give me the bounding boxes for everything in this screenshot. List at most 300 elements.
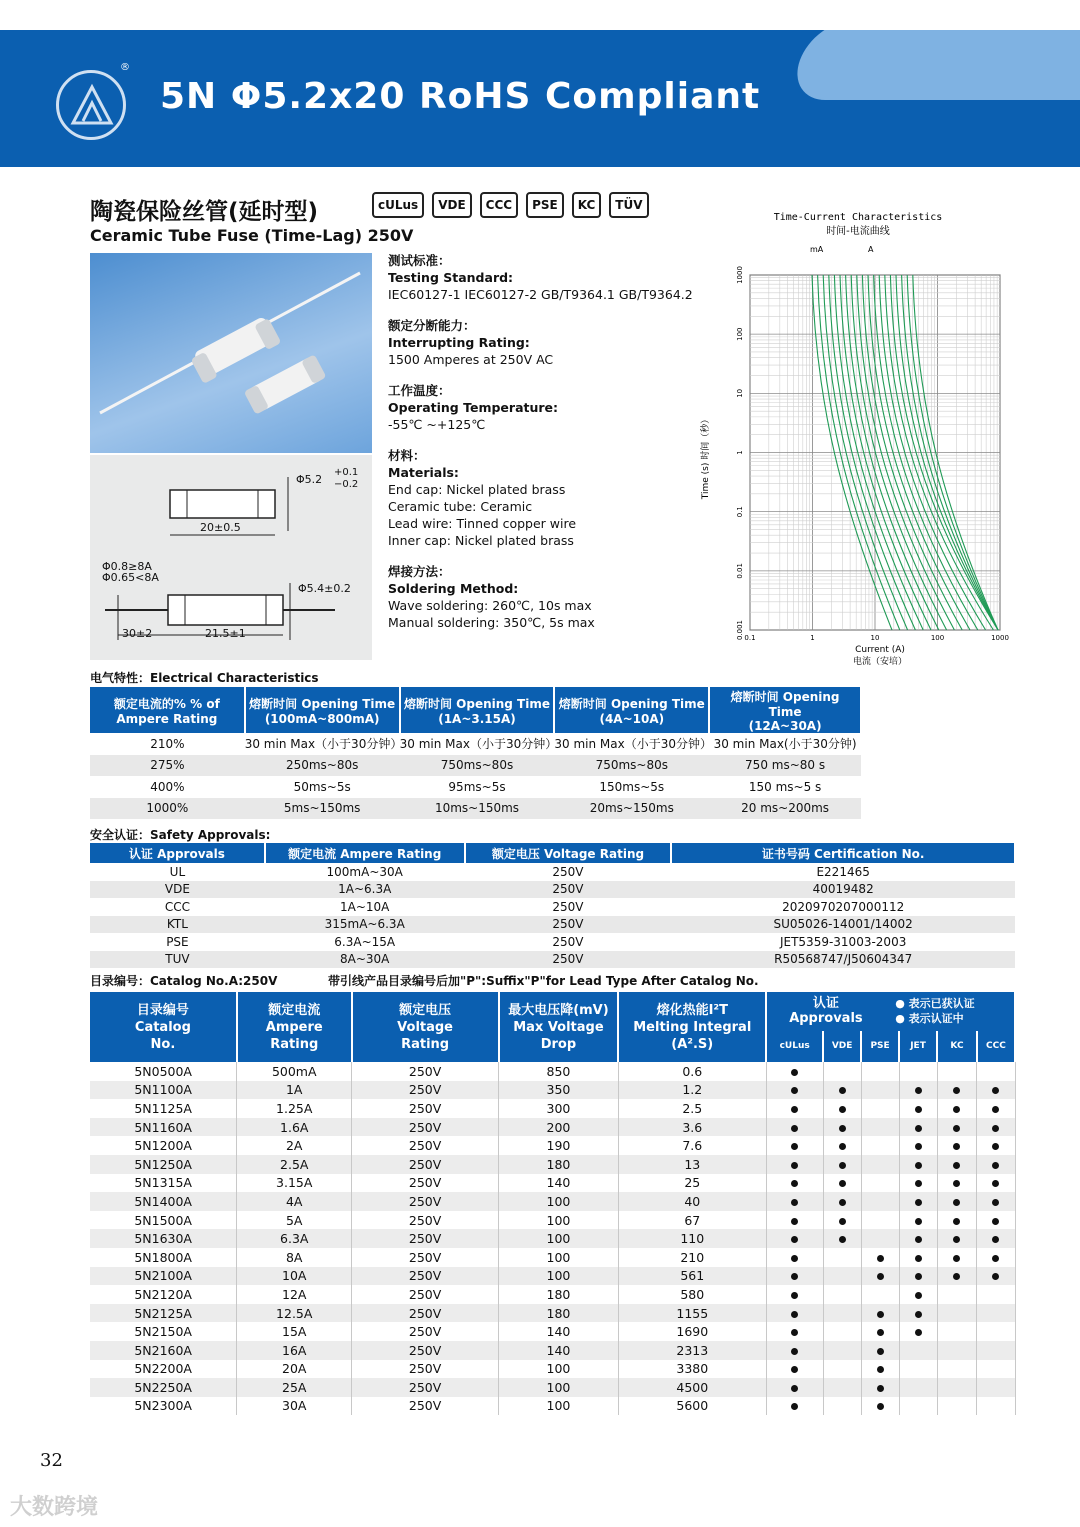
table-cell: 275%: [90, 755, 245, 777]
approval-cell: [861, 1248, 899, 1267]
approved-dot: [953, 1255, 960, 1262]
approval-cell: [861, 1267, 899, 1286]
approval-cell: [977, 1192, 1015, 1211]
approved-dot: [992, 1273, 999, 1280]
approved-dot: [839, 1143, 846, 1150]
table-cell: 250V: [552, 934, 584, 949]
table-row: [90, 1397, 1015, 1416]
chart-title-cn: 时间-电流曲线: [826, 226, 890, 237]
approval-icon-kc: KC: [937, 1031, 977, 1062]
approval-cell: [937, 1081, 977, 1100]
table-cell: 140: [499, 1322, 619, 1341]
approved-dot: [915, 1292, 922, 1299]
table-cell: 5N1200A: [90, 1136, 237, 1155]
approval-icon-pse: PSE: [861, 1031, 899, 1062]
approval-cell: [899, 1360, 937, 1379]
table-cell: CCC: [164, 899, 190, 914]
table-cell: 1.6A: [237, 1118, 352, 1137]
approval-cell: [937, 1285, 977, 1304]
solder-en: Soldering Method:: [388, 581, 519, 596]
col-melting: 熔化热能I²T Melting Integral (A².S): [618, 992, 766, 1062]
table-row: [90, 1099, 1015, 1118]
table-cell: 200: [499, 1118, 619, 1137]
approved-dot: [791, 1162, 798, 1169]
approval-cell: [977, 1099, 1015, 1118]
table-row: [90, 1118, 1015, 1137]
table-cell: 5A: [237, 1211, 352, 1230]
table-cell: KTL: [90, 916, 265, 934]
table-cell: 500mA: [237, 1062, 352, 1081]
table-cell: 250V: [465, 916, 672, 934]
approved-dot: [915, 1236, 922, 1243]
table-cell: 1690: [618, 1322, 766, 1341]
approved-dot: [791, 1403, 798, 1410]
table-cell: 20ms~150ms: [554, 798, 709, 820]
table-cell: 6.3A~15A: [334, 934, 396, 949]
time-current-chart: [690, 205, 1020, 670]
product-title-en: Ceramic Tube Fuse (Time-Lag) 250V: [90, 226, 414, 245]
approval-cell: [937, 1192, 977, 1211]
approved-dot: [839, 1106, 846, 1113]
chart-xlabel-cn: 电流（安培）: [852, 657, 908, 667]
table-cell: SU05026-14001/14002: [671, 916, 1015, 934]
table-cell: 250V: [465, 881, 672, 899]
table-cell: 30 min Max(小于30分钟): [713, 737, 857, 752]
table-cell: 250V: [352, 1322, 499, 1341]
approval-cell: [823, 1118, 861, 1137]
table-cell: 750ms~80s: [400, 755, 555, 777]
approved-dot: [877, 1385, 884, 1392]
approval-cell: [766, 1322, 823, 1341]
approval-cell: [861, 1304, 899, 1323]
solder-1: Wave soldering: 260℃, 10s max: [388, 598, 592, 613]
approved-dot: [791, 1329, 798, 1336]
material-1: End cap: Nickel plated brass: [388, 482, 566, 497]
safety-header-3: 证书号码 Certification No.: [671, 843, 1015, 863]
table-cell: 250V: [352, 1304, 499, 1323]
table-cell: 250V: [552, 864, 584, 879]
approval-cell: [977, 1397, 1015, 1416]
table-cell: 5N2250A: [90, 1378, 237, 1397]
approved-dot: [839, 1125, 846, 1132]
safety-label: 安全认证：Safety Approvals:: [90, 828, 271, 842]
approval-cell: [823, 1136, 861, 1155]
table-cell: 250V: [352, 1062, 499, 1081]
cert-logo-kc: KC: [572, 192, 602, 218]
approved-dot: [877, 1403, 884, 1410]
product-title-cn: 陶瓷保险丝管(延时型): [90, 199, 319, 225]
approved-dot: [953, 1273, 960, 1280]
legend-certified: ● 表示已获认证: [895, 997, 975, 1010]
col-approvals: 认证 Approvals ● 表示已获认证 ● 表示认证中: [766, 992, 1015, 1031]
approval-cell: [977, 1304, 1015, 1323]
approval-cell: [861, 1360, 899, 1379]
approval-cell: [823, 1322, 861, 1341]
approved-dot: [953, 1199, 960, 1206]
table-cell: 100: [499, 1248, 619, 1267]
approval-icon-culus: cULus: [766, 1031, 823, 1062]
approval-cell: [899, 1248, 937, 1267]
table-cell: 3380: [618, 1360, 766, 1379]
approval-cell: [823, 1192, 861, 1211]
approval-cell: [823, 1341, 861, 1360]
table-cell: 100: [499, 1360, 619, 1379]
electrical-label: 电气特性：Electrical Characteristics: [90, 671, 319, 685]
approval-cell: [766, 1397, 823, 1416]
registered-mark: ®: [120, 62, 130, 73]
solder-2: Manual soldering: 350℃, 5s max: [388, 615, 595, 630]
table-cell: 140: [499, 1174, 619, 1193]
approved-dot: [877, 1348, 884, 1355]
approval-cell: [937, 1397, 977, 1416]
approval-cell: [861, 1118, 899, 1137]
table-cell: 150 ms~5 s: [748, 779, 822, 794]
interrupt-en: Interrupting Rating:: [388, 335, 530, 350]
table-cell: 7.6: [618, 1136, 766, 1155]
approved-dot: [791, 1106, 798, 1113]
table-row: [90, 1267, 1015, 1286]
approval-cell: [861, 1229, 899, 1248]
table-cell: JET5359-31003-2003: [779, 934, 907, 949]
interrupt-cn: 额定分断能力：: [388, 318, 476, 333]
col-ampere: 额定电流 Ampere Rating: [237, 992, 352, 1062]
approval-cell: [977, 1174, 1015, 1193]
col-catalog: 目录编号 Catalog No.: [90, 992, 237, 1062]
approved-dot: [953, 1125, 960, 1132]
testing-value: IEC60127-1 IEC60127-2 GB/T9364.1 GB/T9364.2: [388, 287, 693, 302]
cert-logo-ccc: CCC: [480, 192, 518, 218]
dim-body-dia: Φ5.2: [296, 473, 323, 486]
approval-cell: [823, 1081, 861, 1100]
elec-header-2: 熔断时间 Opening Time (1A~3.15A): [400, 687, 555, 733]
safety-header-2: 额定电压 Voltage Rating: [465, 843, 672, 863]
chart-x-tick: 100: [930, 634, 945, 642]
watermark: 大数跨境: [10, 1495, 99, 1520]
dim-wire-b: Φ0.65<8A: [102, 571, 159, 584]
approval-cell: [937, 1118, 977, 1137]
approval-cell: [861, 1081, 899, 1100]
table-cell: 67: [618, 1211, 766, 1230]
table-row: [90, 1229, 1015, 1248]
approved-dot: [877, 1255, 884, 1262]
table-cell: 5N1250A: [90, 1155, 237, 1174]
table-row: [90, 755, 861, 777]
table-cell: 750ms~80s: [554, 755, 709, 777]
table-cell: 250V: [352, 1118, 499, 1137]
approval-cell: [899, 1118, 937, 1137]
approval-cell: [899, 1081, 937, 1100]
safety-header-1: 额定电流 Ampere Rating: [265, 843, 465, 863]
safety-table: [90, 843, 1016, 968]
table-cell: 5N2120A: [90, 1285, 237, 1304]
table-row: [90, 1192, 1015, 1211]
table-row: [90, 1341, 1015, 1360]
product-photo: [90, 253, 372, 453]
approval-cell: [823, 1155, 861, 1174]
table-cell: 180: [499, 1285, 619, 1304]
table-cell: 250V: [352, 1285, 499, 1304]
approval-cell: [823, 1062, 861, 1081]
chart-y-tick: 0.01: [736, 563, 744, 579]
table-cell: 190: [499, 1136, 619, 1155]
approval-cell: [977, 1285, 1015, 1304]
table-cell: 8A~30A: [265, 951, 465, 969]
table-cell: 2313: [618, 1341, 766, 1360]
approval-cell: [937, 1062, 977, 1081]
chart-y-tick: 10: [736, 388, 744, 398]
approval-cell: [937, 1360, 977, 1379]
approval-cell: [937, 1341, 977, 1360]
table-cell: 250V: [352, 1341, 499, 1360]
table-cell: 110: [618, 1229, 766, 1248]
approval-cell: [937, 1378, 977, 1397]
table-cell: VDE: [90, 881, 265, 899]
table-cell: 8A: [237, 1248, 352, 1267]
approved-dot: [992, 1143, 999, 1150]
approved-dot: [877, 1366, 884, 1373]
table-cell: 5N1125A: [90, 1099, 237, 1118]
table-cell: 15A: [237, 1322, 352, 1341]
approved-dot: [877, 1311, 884, 1318]
table-cell: 5N1315A: [90, 1174, 237, 1193]
approval-cell: [937, 1248, 977, 1267]
table-cell: 250V: [352, 1155, 499, 1174]
chart-y-tick: 0.001: [736, 619, 744, 641]
table-cell: 1155: [618, 1304, 766, 1323]
banner-highlight: [785, 30, 1080, 100]
approved-dot: [791, 1292, 798, 1299]
table-cell: 250V: [352, 1211, 499, 1230]
approved-dot: [839, 1199, 846, 1206]
table-cell: 400%: [150, 779, 185, 794]
elec-header-4: 熔断时间 Opening Time (12A~30A): [709, 687, 861, 733]
approval-cell: [977, 1229, 1015, 1248]
approval-cell: [937, 1174, 977, 1193]
approval-cell: [861, 1285, 899, 1304]
chart-x-tick: 10: [870, 634, 880, 642]
cert-logos: [372, 192, 649, 218]
approval-cell: [977, 1360, 1015, 1379]
approval-cell: [861, 1136, 899, 1155]
approved-dot: [839, 1236, 846, 1243]
cert-logo-culus: cULus: [372, 192, 424, 218]
approved-dot: [791, 1143, 798, 1150]
approved-dot: [791, 1236, 798, 1243]
approved-dot: [992, 1087, 999, 1094]
approval-cell: [977, 1062, 1015, 1081]
material-2: Ceramic tube: Ceramic: [388, 499, 533, 514]
approval-cell: [977, 1378, 1015, 1397]
elec-header-3: 熔断时间 Opening Time (4A~10A): [554, 687, 709, 733]
approval-cell: [823, 1248, 861, 1267]
table-cell: 100: [499, 1192, 619, 1211]
chart-y-tick: 1: [736, 450, 744, 455]
approval-cell: [861, 1174, 899, 1193]
table-row: [90, 1304, 1015, 1323]
table-cell: 250V: [352, 1267, 499, 1286]
table-cell: 250V: [352, 1397, 499, 1416]
approved-dot: [953, 1180, 960, 1187]
testing-cn: 测试标准：: [388, 253, 451, 268]
approved-dot: [915, 1255, 922, 1262]
table-cell: 250ms~80s: [245, 755, 400, 777]
temp-value: -55℃ ~+125℃: [388, 417, 486, 432]
col-drop: 最大电压降(mV) Max Voltage Drop: [499, 992, 619, 1062]
table-cell: TUV: [90, 951, 265, 969]
table-cell: 100: [499, 1229, 619, 1248]
approved-dot: [953, 1087, 960, 1094]
table-cell: 3.6: [618, 1118, 766, 1137]
table-cell: 5N1800A: [90, 1248, 237, 1267]
approval-cell: [823, 1304, 861, 1323]
material-3: Lead wire: Tinned copper wire: [388, 516, 577, 531]
table-cell: 250V: [352, 1378, 499, 1397]
temp-en: Operating Temperature:: [388, 400, 559, 415]
table-cell: 50ms~5s: [293, 779, 351, 794]
table-cell: 5N1160A: [90, 1118, 237, 1137]
approved-dot: [915, 1180, 922, 1187]
table-row: [90, 933, 1015, 951]
table-cell: 250V: [465, 951, 672, 969]
legend-pending: ● 表示认证中: [895, 1012, 964, 1025]
approval-cell: [977, 1341, 1015, 1360]
chart-x-tick: 0.1: [744, 634, 756, 642]
specifications: [388, 252, 693, 645]
elec-header-0: 额定电流的% % of Ampere Rating: [90, 687, 245, 733]
approval-cell: [823, 1229, 861, 1248]
table-cell: 100: [499, 1397, 619, 1416]
approval-cell: [937, 1136, 977, 1155]
table-cell: 180: [499, 1304, 619, 1323]
table-cell: 16A: [237, 1341, 352, 1360]
table-cell: 12A: [237, 1285, 352, 1304]
approval-cell: [823, 1378, 861, 1397]
table-cell: 580: [618, 1285, 766, 1304]
table-cell: 3.15A: [237, 1174, 352, 1193]
electrical-table: [90, 687, 862, 819]
chart-y-tick: 0.1: [736, 506, 744, 518]
table-cell: 250V: [352, 1136, 499, 1155]
table-cell: 100: [499, 1378, 619, 1397]
table-row: [90, 863, 1015, 881]
approved-dot: [791, 1087, 798, 1094]
brand-logo: [56, 70, 126, 140]
table-row: [90, 733, 861, 755]
table-cell: 5N2200A: [90, 1360, 237, 1379]
approval-cell: [977, 1211, 1015, 1230]
table-cell: 561: [618, 1267, 766, 1286]
table-cell: 20 ms~200ms: [709, 798, 861, 820]
table-cell: 6.3A: [237, 1229, 352, 1248]
table-cell: 25A: [237, 1378, 352, 1397]
approved-dot: [992, 1255, 999, 1262]
approval-cell: [766, 1136, 823, 1155]
approval-cell: [937, 1304, 977, 1323]
catalog-suffix-note: 带引线产品目录编号后加"P":Suffix"P"for Lead Type After Catalog No.: [328, 974, 759, 988]
table-cell: 1.2: [618, 1081, 766, 1100]
approved-dot: [839, 1162, 846, 1169]
approval-cell: [766, 1267, 823, 1286]
table-cell: 210: [618, 1248, 766, 1267]
approval-cell: [766, 1192, 823, 1211]
approved-dot: [992, 1180, 999, 1187]
chart-a: A: [868, 245, 874, 254]
approved-dot: [791, 1348, 798, 1355]
approval-cell: [766, 1174, 823, 1193]
table-row: [90, 1062, 1015, 1081]
approved-dot: [953, 1218, 960, 1225]
approved-dot: [953, 1106, 960, 1113]
table-cell: 250V: [352, 1099, 499, 1118]
table-cell: 4A: [237, 1192, 352, 1211]
approval-cell: [766, 1211, 823, 1230]
approved-dot: [839, 1087, 846, 1094]
approval-cell: [861, 1397, 899, 1416]
dim-tol-minus: −0.2: [334, 479, 359, 490]
table-cell: 5N2160A: [90, 1341, 237, 1360]
approval-cell: [766, 1099, 823, 1118]
table-row: [90, 1136, 1015, 1155]
approval-cell: [899, 1322, 937, 1341]
cert-logo-vde: VDE: [432, 192, 471, 218]
approved-dot: [915, 1087, 922, 1094]
approval-cell: [899, 1099, 937, 1118]
table-cell: 10A: [237, 1267, 352, 1286]
table-cell: 250V: [352, 1174, 499, 1193]
approval-cell: [766, 1081, 823, 1100]
approval-cell: [861, 1211, 899, 1230]
approval-cell: [899, 1155, 937, 1174]
approval-cell: [766, 1341, 823, 1360]
table-cell: 5N2100A: [90, 1267, 237, 1286]
table-cell: 100: [499, 1267, 619, 1286]
approval-cell: [861, 1341, 899, 1360]
elec-header-1: 熔断时间 Opening Time (100mA~800mA): [245, 687, 400, 733]
table-row: [90, 1322, 1015, 1341]
approval-cell: [823, 1099, 861, 1118]
table-cell: 40: [618, 1192, 766, 1211]
approval-cell: [977, 1155, 1015, 1174]
table-cell: 250V: [352, 1229, 499, 1248]
header-banner: [0, 30, 1080, 167]
table-cell: 1.25A: [237, 1099, 352, 1118]
table-cell: 2.5: [618, 1099, 766, 1118]
dim-length: 20±0.5: [200, 521, 241, 534]
table-cell: 5N1400A: [90, 1192, 237, 1211]
approved-dot: [791, 1255, 798, 1262]
table-row: [90, 1081, 1015, 1100]
table-cell: 150ms~5s: [599, 779, 665, 794]
approval-cell: [766, 1378, 823, 1397]
chart-y-tick: 1000: [736, 266, 744, 284]
approval-cell: [766, 1062, 823, 1081]
chart-y-tick: 100: [736, 327, 744, 341]
table-cell: 315mA~6.3A: [265, 916, 465, 934]
approval-cell: [766, 1248, 823, 1267]
solder-cn: 焊接方法：: [388, 564, 451, 579]
materials-cn: 材料：: [388, 448, 426, 463]
table-cell: 5N2300A: [90, 1397, 237, 1416]
table-row: [90, 951, 1015, 969]
approval-cell: [937, 1229, 977, 1248]
approval-cell: [823, 1397, 861, 1416]
approved-dot: [992, 1236, 999, 1243]
page-title: 5N Φ5.2x20 RoHS Compliant: [160, 76, 761, 117]
table-cell: 2A: [237, 1136, 352, 1155]
approval-cell: [937, 1155, 977, 1174]
approved-dot: [992, 1162, 999, 1169]
approval-cell: [899, 1304, 937, 1323]
